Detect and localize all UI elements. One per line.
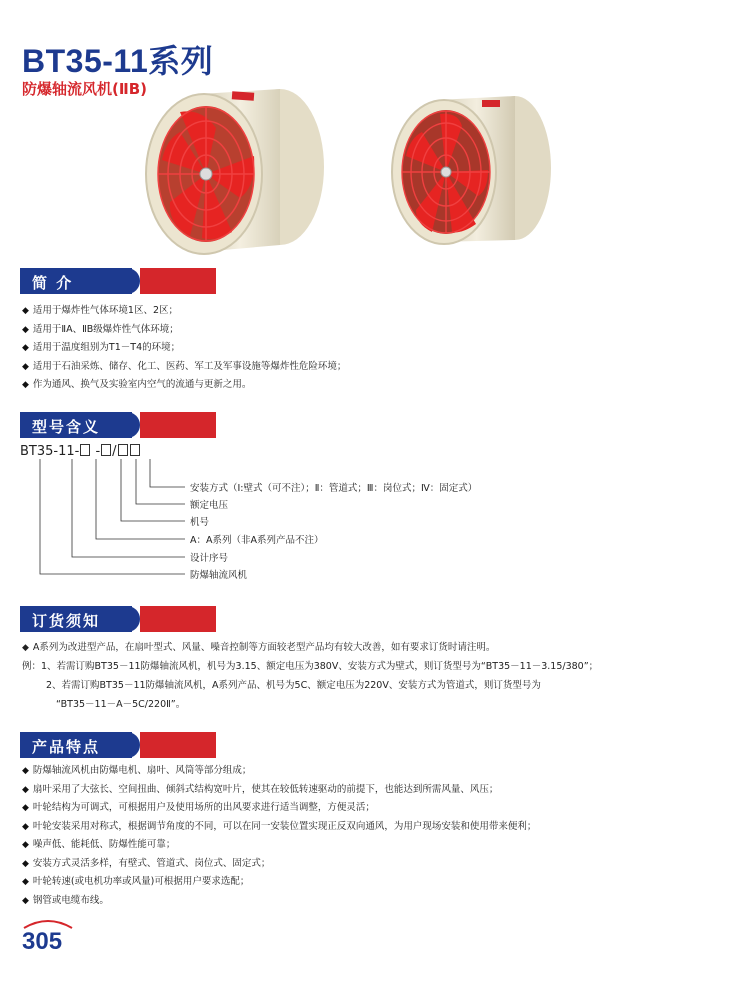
diamond-bullet-icon: ◆ (22, 821, 29, 832)
diamond-bullet-icon: ◆ (22, 877, 29, 887)
diamond-bullet-icon: ◆ (22, 380, 29, 390)
list-item: ◆ 叶轮转速(或电机功率或风量)可根据用户要求选配； (22, 876, 250, 887)
features-list (22, 762, 536, 910)
diamond-bullet-icon: ◆ (22, 840, 29, 850)
section-title: 订货须知 (32, 612, 101, 630)
model-code: BT35-11- - / (20, 444, 141, 459)
diamond-bullet-icon: ◆ (22, 895, 29, 906)
list-item: ◆ 噪声低、能耗低、防爆性能可靠； (22, 839, 176, 850)
section-title: 简 介 (32, 274, 74, 292)
page-subtitle: 防爆轴流风机(ⅡB) (22, 80, 148, 98)
list-item: ◆ 适用于ⅡA、ⅡB级爆炸性气体环境； (22, 323, 179, 335)
section-title: 型号含义 (32, 418, 101, 436)
list-item: ◆ 安装方式灵活多样，有壁式、管道式、岗位式、固定式； (22, 857, 271, 869)
diamond-bullet-icon: ◆ (22, 858, 29, 869)
order-example-1: 例：1、若需订购BT35－11防爆轴流风机，机号为3.15、额定电压为380V、安装方式为壁式，则订货型号为“BT35－11－3.15/380”； (22, 661, 599, 672)
diamond-bullet-icon: ◆ (22, 784, 29, 795)
section-header-order (20, 606, 216, 632)
diamond-bullet-icon: ◆ (22, 306, 29, 316)
list-item: ◆ 叶轮结构为可调式，可根据用户及使用场所的出风要求进行适当调整，方便灵活； (22, 802, 375, 813)
diagram-label: 设计序号 (190, 553, 229, 564)
list-item: ◆ 适用于温度组别为T1－T4的环境； (22, 342, 181, 353)
list-item: ◆ 适用于石油采炼、储存、化工、医药、军工及军事设施等爆炸性危险环境； (22, 360, 347, 372)
diagram-label: A：A系列（非A系列产品不注） (190, 535, 324, 546)
diamond-bullet-icon: ◆ (22, 803, 29, 813)
diamond-bullet-icon: ◆ (22, 361, 29, 372)
diamond-bullet-icon: ◆ (22, 643, 29, 653)
diamond-bullet-icon: ◆ (22, 766, 29, 776)
page-number: 305 (22, 928, 63, 955)
order-note: ◆ A系列为改进型产品，在扇叶型式、风量、噪音控制等方面较老型产品均有较大改善，如有要求订货时请注明。 (22, 642, 496, 653)
diamond-bullet-icon: ◆ (22, 343, 29, 353)
diagram-label: 安装方式（Ⅰ:壁式（可不注）；Ⅱ：管道式；Ⅲ：岗位式；Ⅳ：固定式） (190, 483, 478, 494)
page-title: BT35-11系列 (22, 43, 214, 79)
list-item: ◆ 防爆轴流风机由防爆电机、扇叶、风筒等部分组成； (22, 765, 252, 776)
diagram-label: 额定电压 (190, 500, 229, 511)
list-item: ◆ 叶轮安装采用对称式，根据调节角度的不同，可以在同一安装位置实现正反双向通风，为用户现场安装和使用带来便利； (22, 820, 537, 832)
diagram-label: 机号 (190, 517, 210, 528)
diamond-bullet-icon: ◆ (22, 324, 29, 335)
list-item: ◆ 作为通风、换气及实验室内空气的流通与更新之用。 (22, 379, 252, 390)
list-item: ◆ 钢管或电缆布线。 (22, 894, 109, 906)
order-example-2-code: “BT35－11－A－5C/220Ⅱ”。 (56, 699, 186, 710)
order-example-2: 2、若需订购BT35－11防爆轴流风机，A系列产品、机号为5C、额定电压为220V、安装方式为管道式，则订货型号为 (46, 680, 541, 691)
list-item: ◆ 扇叶采用了大弦长、空间扭曲、倾斜式结构宽叶片，使其在较低转速驱动的前提下，也能达到所需风量、风压； (22, 783, 499, 795)
section-title: 产品特点 (32, 738, 101, 756)
section-header-features (20, 732, 216, 758)
list-item: ◆ 适用于爆炸性气体环境1区、2区； (22, 305, 179, 316)
diagram-label: 防爆轴流风机 (190, 570, 248, 581)
